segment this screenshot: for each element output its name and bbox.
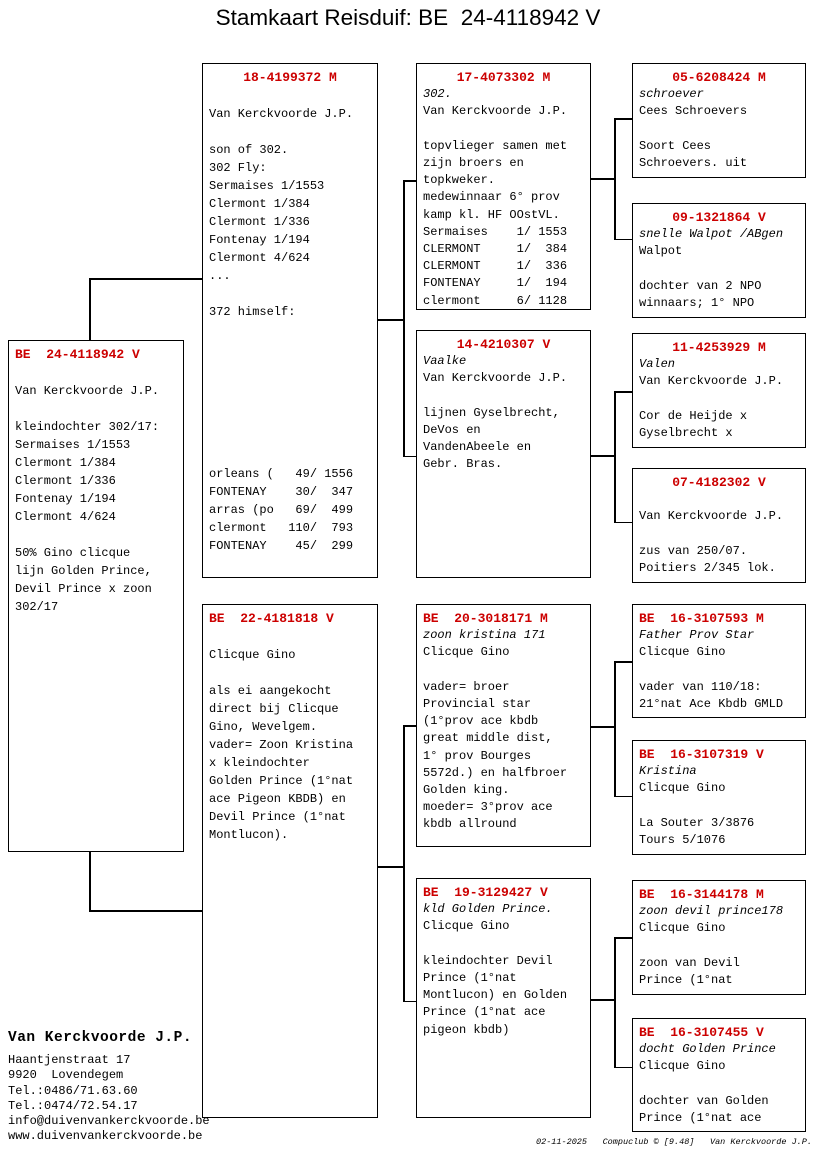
connector-line: [403, 1001, 416, 1003]
pigeon-name: kld Golden Prince.: [423, 902, 553, 917]
ring-number: BE 20-3018171 M: [423, 611, 548, 626]
connector-line: [591, 726, 614, 728]
connector-line: [403, 180, 416, 182]
connector-line: [614, 937, 616, 1068]
pedigree-box-ss: [416, 63, 591, 310]
pigeon-name: Father Prov Star: [639, 628, 755, 643]
pigeon-details: Van Kerckvoorde J.P. topvlieger samen met zijn broers en topkweker. medewinnaar 6° prov kamp kl. HF OOstVL. Sermaises 1/ 1553 CLERMONT 1/ 384 CLERMONT 1/ 336 FONTENAY 1/ 194 clermont 6/ 1128: [423, 104, 568, 308]
connector-line: [403, 180, 405, 457]
connector-line: [614, 522, 632, 524]
connector-line: [89, 278, 203, 280]
pedigree-box-dds: [632, 880, 806, 995]
pedigree-box-dd: [416, 878, 591, 1118]
pigeon-name: schroever: [639, 87, 704, 102]
contact-block: [8, 1030, 210, 1145]
pigeon-name: snelle Walpot /ABgen: [639, 227, 784, 242]
pedigree-box-subject: [8, 340, 184, 852]
ring-number: 05-6208424 M: [672, 70, 766, 85]
ring-number: 14-4210307 V: [456, 337, 551, 352]
connector-line: [89, 851, 91, 912]
pedigree-box-sdd: [632, 468, 806, 583]
pigeon-name: 302.: [423, 87, 452, 102]
pigeon-details: Clicque Gino als ei aangekocht direct bij Clicque Gino, Wevelgem. vader= Zoon Kristina x kleindochter Golden Prince (1°nat ace Pigeon KBDB) en Devil Prince (1°nat Montlucon).: [209, 648, 354, 842]
pigeon-details: Clicque Gino vader van 110/18: 21°nat Ace Kbdb GMLD: [639, 645, 784, 712]
pigeon-name: zoon kristina 171: [423, 628, 546, 643]
pigeon-details: Van Kerckvoorde J.P. son of 302. 302 Fly: Sermaises 1/1553 Clermont 1/384 Clermont 1/336 Fontenay 1/194 Clermont 4/624 ... 372 himself: orleans ( 49/ 1556 FONTENAY 30/ 347 arras (po 69/ 499 clermont 110/ 793 FONTENAY 45/ 299: [209, 107, 354, 553]
pedigree-box-ssd: [632, 203, 806, 318]
pigeon-name: [209, 628, 371, 646]
connector-line: [591, 455, 614, 457]
ring-number: BE 24-4118942 V: [15, 347, 140, 362]
connector-line: [403, 725, 416, 727]
pedigree-box-ddd: [632, 1018, 806, 1132]
pigeon-details: Van Kerckvoorde J.P. Cor de Heijde x Gyselbrecht x: [639, 374, 784, 441]
pedigree-box-sd: [416, 330, 591, 578]
connector-line: [614, 391, 632, 393]
footer-owner: Van Kerckvoorde J.P.: [709, 1137, 812, 1147]
connector-line: [614, 118, 632, 120]
ring-number: BE 16-3107319 V: [639, 747, 764, 762]
ring-number: BE 16-3144178 M: [639, 887, 764, 902]
pigeon-details: Cees Schroevers Soort Cees Schroevers. uit: [639, 104, 748, 171]
pigeon-name: Kristina: [639, 764, 697, 779]
pigeon-name: [639, 491, 799, 508]
ring-number: 09-1321864 V: [672, 210, 766, 225]
pigeon-name: Vaalke: [423, 354, 467, 369]
connector-line: [591, 178, 614, 180]
pedigree-box-dsd: [632, 740, 806, 855]
connector-line: [614, 118, 616, 240]
pedigree-box-dam: [202, 604, 378, 1118]
ring-number: BE 16-3107455 V: [639, 1025, 764, 1040]
pedigree-box-sds: [632, 333, 806, 448]
ring-number: 07-4182302 V: [672, 475, 766, 490]
pedigree-box-ds: [416, 604, 591, 847]
ring-number: 18-4199372 M: [243, 70, 337, 85]
pigeon-details: Clicque Gino kleindochter Devil Prince (1°nat Montlucon) en Golden Prince (1°nat ace pigeon kbdb): [423, 919, 568, 1037]
pigeon-details: Van Kerckvoorde J.P. lijnen Gyselbrecht, DeVos en VandenAbeele en Gebr. Bras.: [423, 371, 568, 472]
contact-owner-name: Van Kerckvoorde J.P.: [8, 1030, 193, 1046]
connector-line: [614, 1067, 632, 1069]
ring-number: BE 22-4181818 V: [209, 611, 334, 626]
pigeon-details: Van Kerckvoorde J.P. kleindochter 302/17: Sermaises 1/1553 Clermont 1/384 Clermont 1/336 Fontenay 1/194 Clermont 4/624 50% Gino clicque lijn Golden Prince, Devil Prince x zoon 302/17: [15, 384, 160, 614]
pigeon-name: [15, 364, 177, 382]
pigeon-details: Clicque Gino zoon van Devil Prince (1°nat: [639, 921, 740, 988]
pigeon-details: Van Kerckvoorde J.P. zus van 250/07. Poitiers 2/345 lok.: [639, 509, 784, 575]
connector-line: [591, 999, 614, 1001]
connector-line: [378, 866, 403, 868]
ring-number: BE 19-3129427 V: [423, 885, 548, 900]
ring-number: BE 16-3107593 M: [639, 611, 764, 626]
connector-line: [89, 910, 203, 912]
pigeon-details: Clicque Gino dochter van Golden Prince (1°nat ace: [639, 1059, 769, 1126]
ring-number: 17-4073302 M: [456, 70, 551, 85]
footer: [536, 1137, 812, 1147]
pigeon-name: docht Golden Prince: [639, 1042, 776, 1057]
pedigree-box-dss: [632, 604, 806, 718]
pigeon-details: Clicque Gino La Souter 3/3876 Tours 5/1076: [639, 781, 755, 848]
connector-line: [614, 391, 616, 523]
connector-line: [614, 661, 616, 797]
connector-line: [89, 278, 91, 341]
contact-details: Haantjenstraat 17 9920 Lovendegem Tel.:0486/71.63.60 Tel.:0474/72.54.17 info@duivenvankerckvoorde.be www.duivenvankerckvoorde.be: [8, 1053, 210, 1144]
ring-number: 11-4253929 M: [672, 340, 766, 355]
connector-line: [614, 661, 632, 663]
connector-line: [378, 319, 403, 321]
footer-software: Compuclub © [9.48]: [602, 1137, 695, 1147]
connector-line: [403, 456, 416, 458]
connector-line: [614, 937, 632, 939]
pedigree-box-sire: [202, 63, 378, 578]
pigeon-name: Valen: [639, 357, 676, 372]
pigeon-name: [209, 87, 371, 105]
pigeon-name: zoon devil prince178: [639, 904, 784, 919]
footer-date: 02-11-2025: [536, 1137, 588, 1147]
pigeon-details: Walpot dochter van 2 NPO winnaars; 1° NPO: [639, 244, 762, 311]
connector-line: [403, 725, 405, 1002]
pigeon-details: Clicque Gino vader= broer Provincial star (1°prov ace kbdb great middle dist, 1° prov Bourges 5572d.) en halfbroer Golden king. moeder= 3°prov ace kbdb allround: [423, 645, 568, 832]
connector-line: [614, 796, 632, 798]
connector-line: [614, 239, 632, 241]
pedigree-box-sss: [632, 63, 806, 178]
page-title: Stamkaart Reisduif: BE 24-4118942 V: [215, 5, 601, 30]
